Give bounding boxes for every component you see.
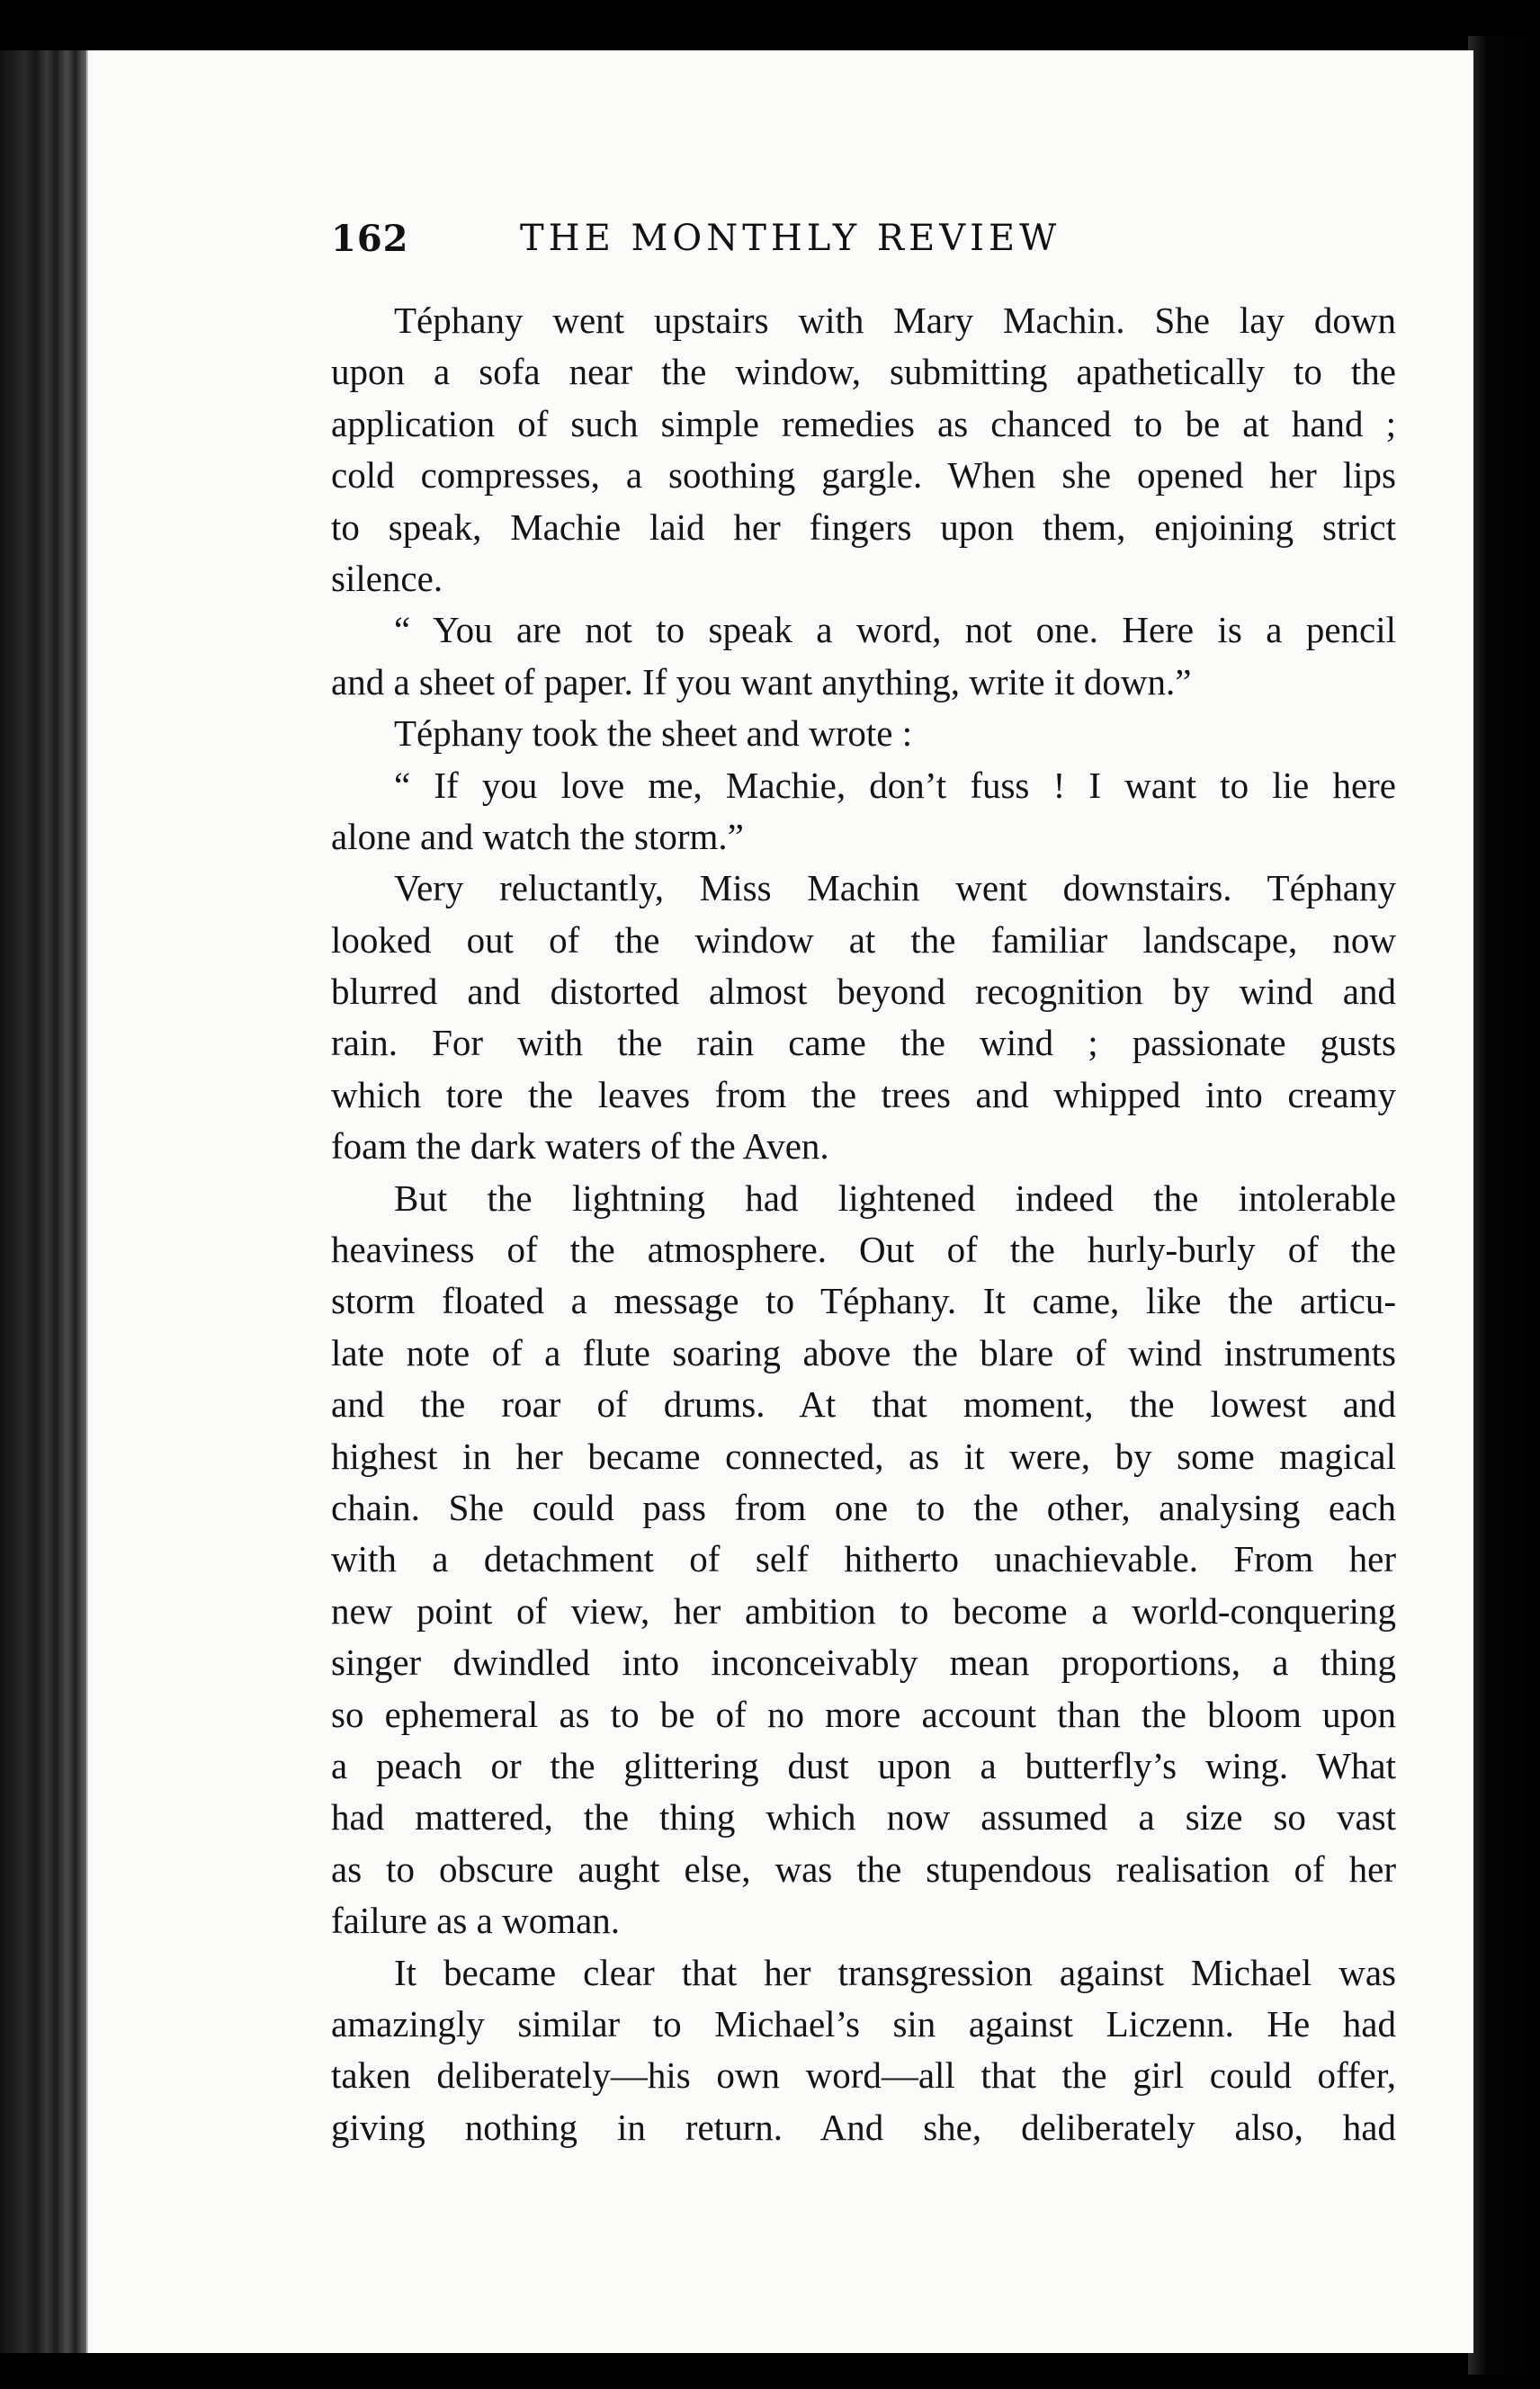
text-line: foam the dark waters of the Aven. bbox=[331, 1125, 829, 1168]
text-line: and a sheet of paper. If you want anything, write it down.” bbox=[331, 660, 1192, 702]
page-number: 162 bbox=[331, 218, 409, 260]
text-line: and the roar of drums. At that moment, the lowest and bbox=[331, 1383, 1396, 1426]
text-line: Very reluctantly, Miss Machin went downstairs. Téphany bbox=[394, 867, 1396, 909]
text-line: with a detachment of self hitherto unachievable. From her bbox=[331, 1538, 1396, 1580]
text-line: upon a sofa near the window, submitting apathetically to the bbox=[331, 351, 1396, 393]
text-line: It became clear that her transgression against Michael was bbox=[394, 1951, 1396, 1993]
text-line: rain. For with the rain came the wind ; passionate gusts bbox=[331, 1022, 1396, 1064]
text-line: so ephemeral as to be of no more account than the bloom upon bbox=[331, 1693, 1396, 1735]
text-line: Téphany took the sheet and wrote : bbox=[394, 712, 913, 755]
running-title: THE MONTHLY REVIEW bbox=[520, 218, 1061, 259]
running-header bbox=[331, 218, 1159, 272]
text-line: late note of a flute soaring above the blare of wind instruments bbox=[331, 1331, 1396, 1373]
text-line: heaviness of the atmosphere. Out of the hurly-burly of the bbox=[331, 1229, 1396, 1271]
text-line: silence. bbox=[331, 557, 443, 599]
text-line: failure as a woman. bbox=[331, 1900, 621, 1942]
text-line: But the lightning had lightened indeed the intolerable bbox=[394, 1177, 1396, 1219]
text-line: “ You are not to speak a word, not one. Here is a pencil bbox=[394, 609, 1396, 651]
text-line: giving nothing in return. And she, deliberately also, had bbox=[331, 2106, 1396, 2148]
text-line: cold compresses, a soothing gargle. When she opened her lips bbox=[331, 454, 1396, 497]
text-line: alone and watch the storm.” bbox=[331, 815, 744, 857]
text-line: a peach or the glittering dust upon a butterfly’s wing. What bbox=[331, 1744, 1396, 1786]
text-line: Téphany went upstairs with Mary Machin. She lay down bbox=[394, 300, 1396, 341]
text-line: “ If you love me, Machie, don’t fuss ! I want to lie here bbox=[394, 764, 1396, 806]
text-line: chain. She could pass from one to the other, analysing each bbox=[331, 1486, 1396, 1528]
text-line: taken deliberately—his own word—all that the girl could offer, bbox=[331, 2054, 1396, 2097]
text-line: highest in her became connected, as it were, by some magical bbox=[331, 1435, 1396, 1477]
text-line: to speak, Machie laid her fingers upon them, enjoining strict bbox=[331, 506, 1396, 548]
text-line: which tore the leaves from the trees and whipped into creamy bbox=[331, 1073, 1396, 1115]
text-line: new point of view, her ambition to become a world-conquering bbox=[331, 1589, 1396, 1632]
text-line: application of such simple remedies as chanced to be at hand ; bbox=[331, 402, 1396, 444]
binding-right bbox=[1468, 36, 1540, 2375]
text-line: singer dwindled into inconceivably mean proportions, a thing bbox=[331, 1642, 1396, 1684]
text-line: had mattered, the thing which now assumed a size so vast bbox=[331, 1796, 1396, 1839]
text-line: as to obscure aught else, was the stupendous realisation of her bbox=[331, 1848, 1396, 1890]
text-line: looked out of the window at the familiar landscape, now bbox=[331, 918, 1396, 961]
text-line: blurred and distorted almost beyond recognition by wind and bbox=[331, 971, 1396, 1013]
text-line: amazingly similar to Michael’s sin against Liczenn. He had bbox=[331, 2002, 1396, 2045]
page-edges-left bbox=[0, 50, 99, 2353]
body-text bbox=[331, 295, 1396, 2153]
text-line: storm floated a message to Téphany. It came, like the articu- bbox=[331, 1280, 1396, 1322]
